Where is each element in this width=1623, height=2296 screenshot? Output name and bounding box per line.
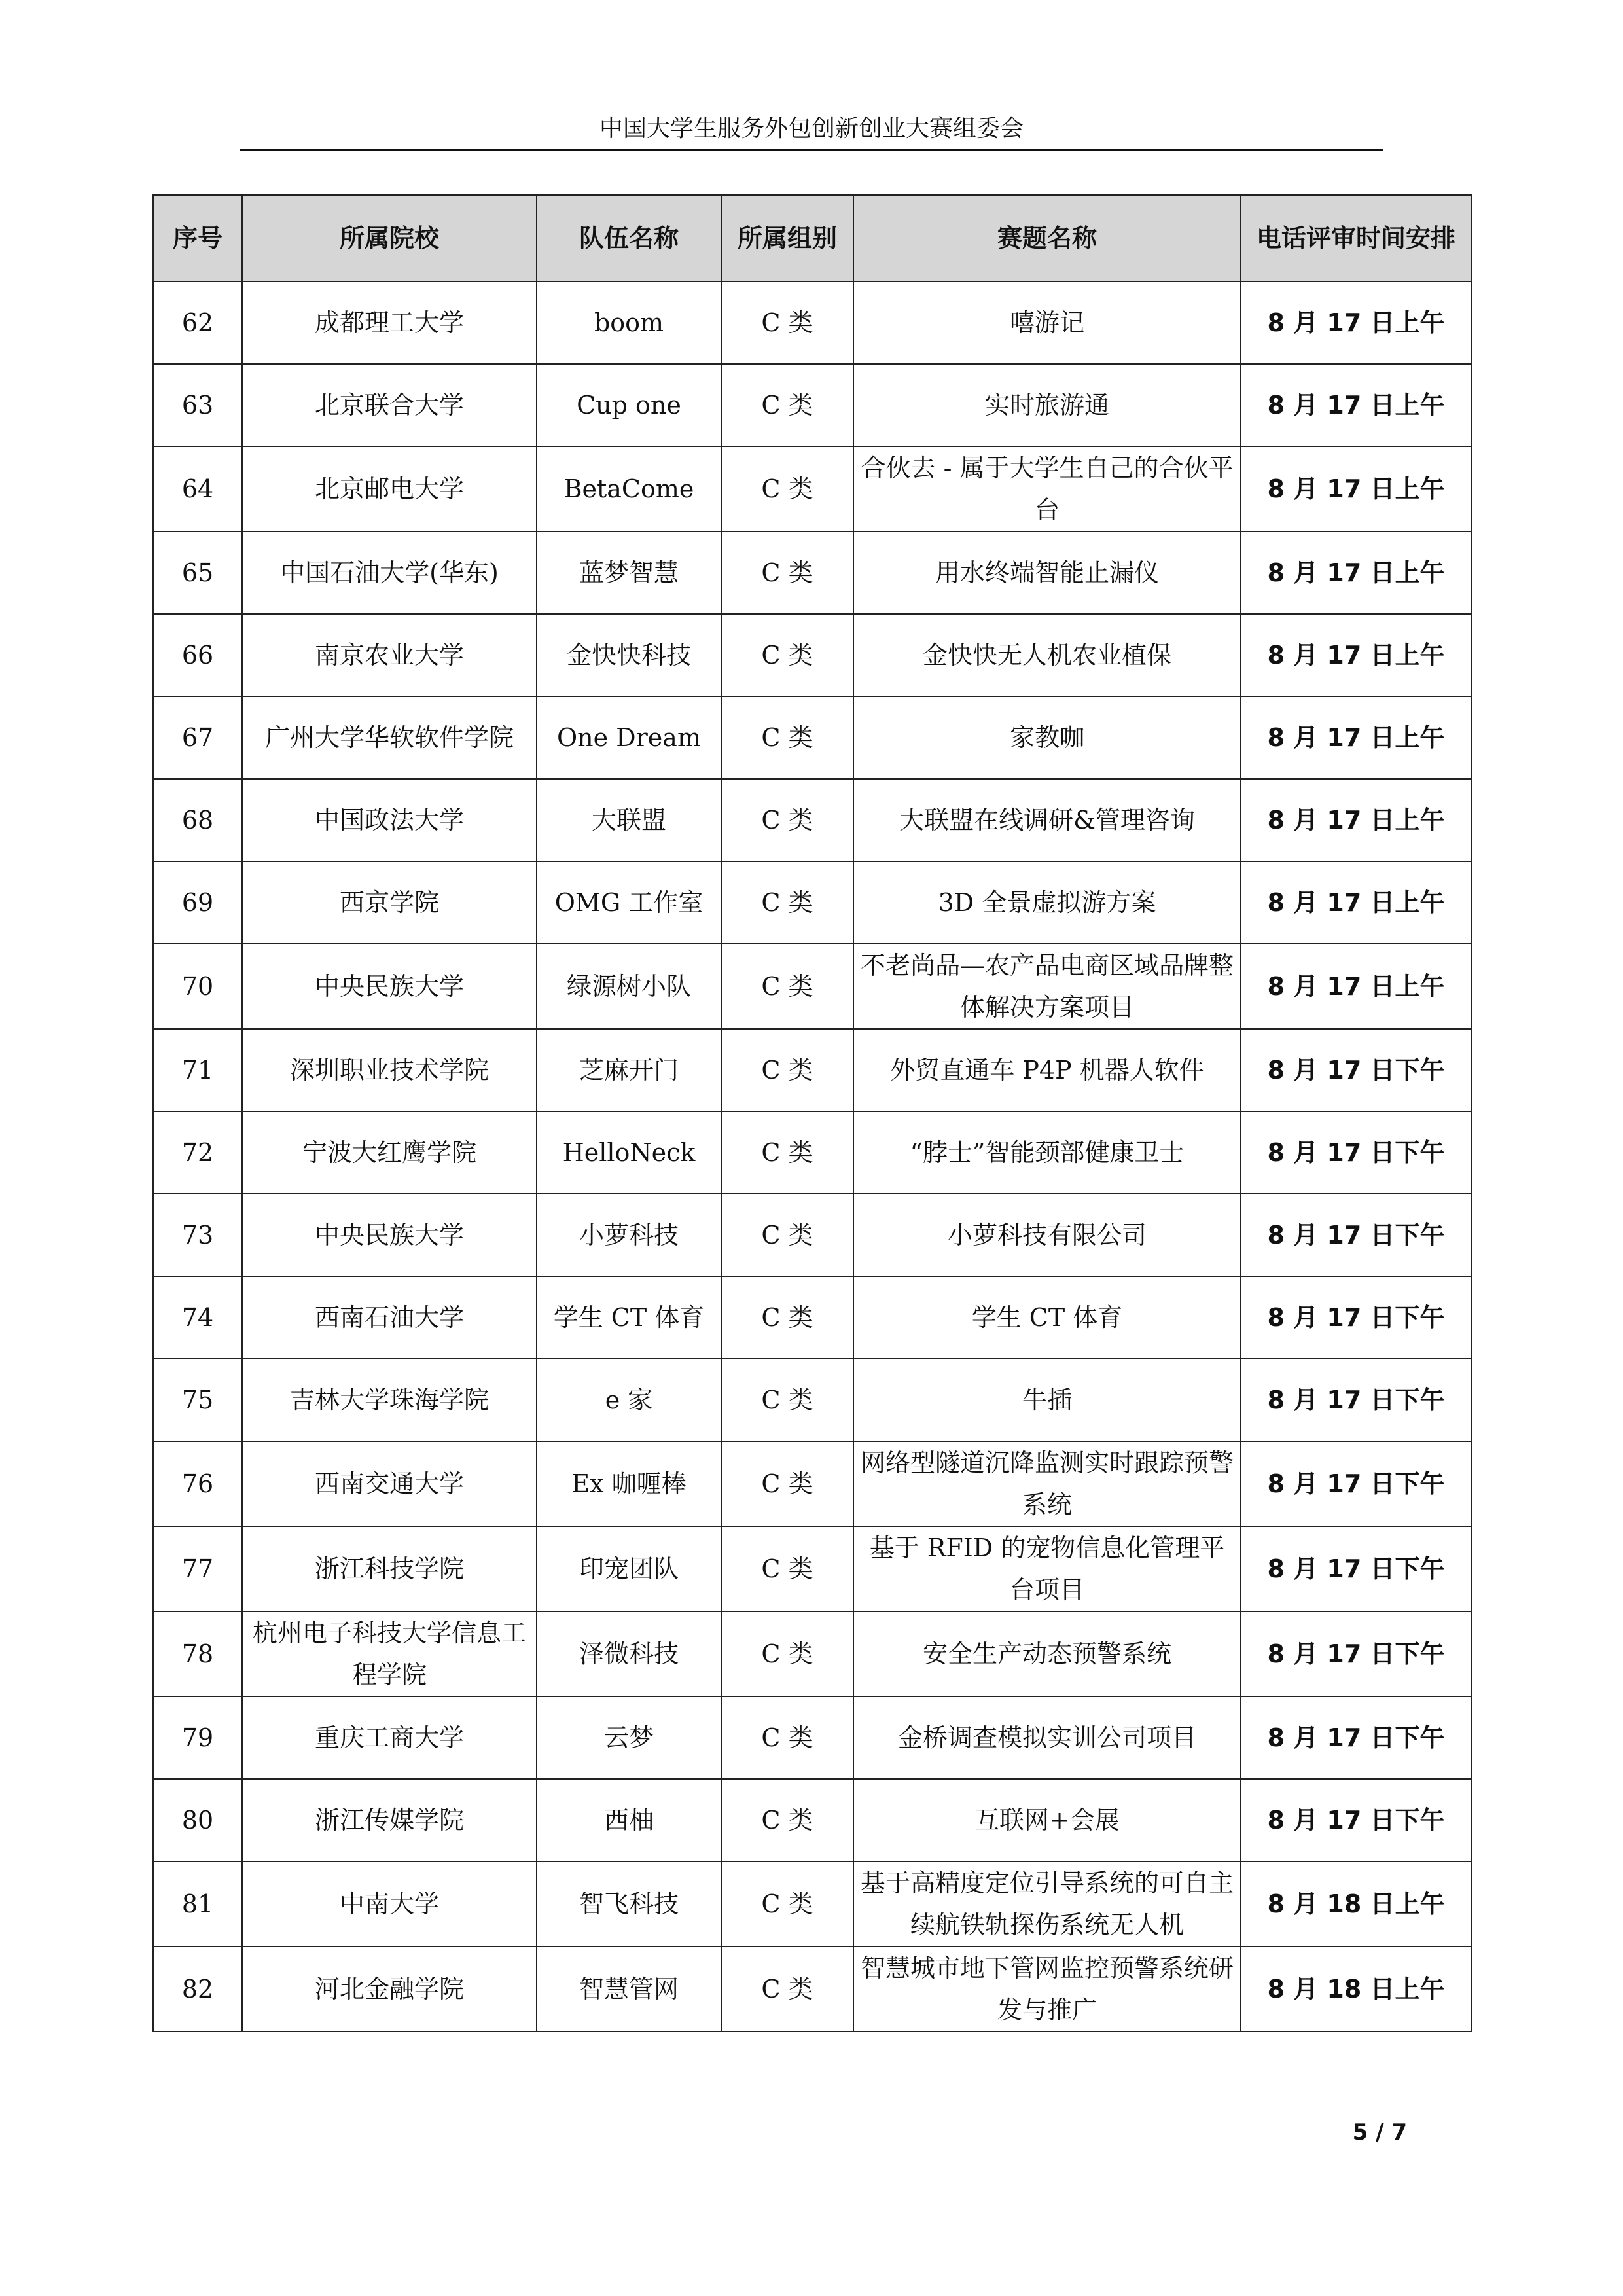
cell-no: 63 <box>153 364 242 446</box>
cell-time: 8 月 17 日上午 <box>1241 944 1471 1029</box>
cell-school: 中央民族大学 <box>242 944 537 1029</box>
cell-group: C 类 <box>721 1276 853 1359</box>
cell-group: C 类 <box>721 779 853 861</box>
table-row <box>153 1861 1471 1946</box>
cell-topic: 金桥调查模拟实训公司项目 <box>853 1696 1241 1779</box>
cell-group: C 类 <box>721 1946 853 2032</box>
cell-no: 72 <box>153 1111 242 1194</box>
cell-topic: 不老尚品—农产品电商区域品牌整体解决方案项目 <box>853 944 1241 1029</box>
table-row <box>153 446 1471 531</box>
cell-school: 深圳职业技术学院 <box>242 1029 537 1111</box>
table-row <box>153 531 1471 614</box>
cell-school: 吉林大学珠海学院 <box>242 1359 537 1441</box>
cell-school: 重庆工商大学 <box>242 1696 537 1779</box>
cell-group: C 类 <box>721 1029 853 1111</box>
col-header-time: 电话评审时间安排 <box>1241 195 1471 281</box>
cell-topic: 网络型隧道沉降监测实时跟踪预警系统 <box>853 1441 1241 1526</box>
cell-topic: 智慧城市地下管网监控预警系统研发与推广 <box>853 1946 1241 2032</box>
cell-group: C 类 <box>721 696 853 779</box>
table-header-row <box>153 195 1471 281</box>
schedule-table <box>152 194 1472 2032</box>
cell-topic: 金快快无人机农业植保 <box>853 614 1241 696</box>
cell-group: C 类 <box>721 1611 853 1696</box>
cell-school: 西南交通大学 <box>242 1441 537 1526</box>
cell-group: C 类 <box>721 1111 853 1194</box>
cell-topic: “脖士”智能颈部健康卫士 <box>853 1111 1241 1194</box>
col-header-school: 所属院校 <box>242 195 537 281</box>
cell-topic: 安全生产动态预警系统 <box>853 1611 1241 1696</box>
cell-time: 8 月 18 日上午 <box>1241 1946 1471 2032</box>
cell-team: 学生 CT 体育 <box>537 1276 721 1359</box>
cell-no: 74 <box>153 1276 242 1359</box>
cell-group: C 类 <box>721 1526 853 1611</box>
table-row <box>153 614 1471 696</box>
cell-team: 金快快科技 <box>537 614 721 696</box>
cell-topic: 用水终端智能止漏仪 <box>853 531 1241 614</box>
cell-time: 8 月 17 日下午 <box>1241 1526 1471 1611</box>
cell-group: C 类 <box>721 364 853 446</box>
cell-time: 8 月 17 日下午 <box>1241 1611 1471 1696</box>
cell-school: 中国石油大学(华东) <box>242 531 537 614</box>
cell-no: 76 <box>153 1441 242 1526</box>
table-row <box>153 1276 1471 1359</box>
header-rule <box>240 149 1383 151</box>
cell-group: C 类 <box>721 861 853 944</box>
cell-school: 中南大学 <box>242 1861 537 1946</box>
table-row <box>153 1441 1471 1526</box>
page-number: 5 / 7 <box>1352 2119 1407 2145</box>
table-row <box>153 1029 1471 1111</box>
cell-time: 8 月 17 日上午 <box>1241 779 1471 861</box>
col-header-no: 序号 <box>153 195 242 281</box>
cell-team: boom <box>537 281 721 364</box>
cell-no: 79 <box>153 1696 242 1779</box>
cell-team: Ex 咖喱棒 <box>537 1441 721 1526</box>
cell-school: 中国政法大学 <box>242 779 537 861</box>
cell-no: 75 <box>153 1359 242 1441</box>
cell-time: 8 月 17 日上午 <box>1241 614 1471 696</box>
cell-team: 芝麻开门 <box>537 1029 721 1111</box>
cell-no: 68 <box>153 779 242 861</box>
cell-no: 69 <box>153 861 242 944</box>
table-row <box>153 1526 1471 1611</box>
cell-no: 67 <box>153 696 242 779</box>
cell-no: 78 <box>153 1611 242 1696</box>
cell-school: 北京邮电大学 <box>242 446 537 531</box>
cell-team: BetaCome <box>537 446 721 531</box>
cell-team: 蓝梦智慧 <box>537 531 721 614</box>
cell-team: OMG 工作室 <box>537 861 721 944</box>
cell-time: 8 月 17 日下午 <box>1241 1194 1471 1276</box>
table-row <box>153 861 1471 944</box>
col-header-team: 队伍名称 <box>537 195 721 281</box>
cell-topic: 外贸直通车 P4P 机器人软件 <box>853 1029 1241 1111</box>
table-row <box>153 779 1471 861</box>
col-header-group: 所属组别 <box>721 195 853 281</box>
cell-time: 8 月 17 日上午 <box>1241 861 1471 944</box>
cell-topic: 合伙去 - 属于大学生自己的合伙平台 <box>853 446 1241 531</box>
cell-time: 8 月 17 日下午 <box>1241 1111 1471 1194</box>
cell-time: 8 月 17 日上午 <box>1241 281 1471 364</box>
cell-group: C 类 <box>721 944 853 1029</box>
table-row <box>153 944 1471 1029</box>
cell-team: e 家 <box>537 1359 721 1441</box>
cell-team: 大联盟 <box>537 779 721 861</box>
cell-school: 北京联合大学 <box>242 364 537 446</box>
cell-topic: 基于 RFID 的宠物信息化管理平台项目 <box>853 1526 1241 1611</box>
cell-topic: 家教咖 <box>853 696 1241 779</box>
cell-team: 智慧管网 <box>537 1946 721 2032</box>
cell-group: C 类 <box>721 614 853 696</box>
cell-group: C 类 <box>721 1861 853 1946</box>
table-row <box>153 364 1471 446</box>
cell-topic: 牛插 <box>853 1359 1241 1441</box>
cell-time: 8 月 18 日上午 <box>1241 1861 1471 1946</box>
table-row <box>153 1359 1471 1441</box>
cell-no: 70 <box>153 944 242 1029</box>
cell-no: 73 <box>153 1194 242 1276</box>
cell-group: C 类 <box>721 281 853 364</box>
cell-team: 云梦 <box>537 1696 721 1779</box>
cell-topic: 实时旅游通 <box>853 364 1241 446</box>
table-row <box>153 281 1471 364</box>
table-body <box>153 281 1471 2032</box>
table-row <box>153 1946 1471 2032</box>
cell-group: C 类 <box>721 1441 853 1526</box>
table-row <box>153 1696 1471 1779</box>
cell-no: 77 <box>153 1526 242 1611</box>
cell-time: 8 月 17 日下午 <box>1241 1029 1471 1111</box>
cell-team: 泽微科技 <box>537 1611 721 1696</box>
cell-school: 中央民族大学 <box>242 1194 537 1276</box>
cell-school: 南京农业大学 <box>242 614 537 696</box>
cell-no: 65 <box>153 531 242 614</box>
cell-group: C 类 <box>721 531 853 614</box>
cell-team: One Dream <box>537 696 721 779</box>
table-row <box>153 1779 1471 1861</box>
cell-team: 绿源树小队 <box>537 944 721 1029</box>
cell-school: 杭州电子科技大学信息工程学院 <box>242 1611 537 1696</box>
cell-topic: 学生 CT 体育 <box>853 1276 1241 1359</box>
cell-time: 8 月 17 日下午 <box>1241 1359 1471 1441</box>
cell-team: 印宠团队 <box>537 1526 721 1611</box>
cell-time: 8 月 17 日上午 <box>1241 446 1471 531</box>
cell-no: 81 <box>153 1861 242 1946</box>
cell-topic: 基于高精度定位引导系统的可自主续航铁轨探伤系统无人机 <box>853 1861 1241 1946</box>
cell-group: C 类 <box>721 1359 853 1441</box>
col-header-topic: 赛题名称 <box>853 195 1241 281</box>
cell-topic: 大联盟在线调研&管理咨询 <box>853 779 1241 861</box>
cell-school: 浙江科技学院 <box>242 1526 537 1611</box>
cell-topic: 小萝科技有限公司 <box>853 1194 1241 1276</box>
cell-school: 宁波大红鹰学院 <box>242 1111 537 1194</box>
cell-time: 8 月 17 日下午 <box>1241 1779 1471 1861</box>
cell-group: C 类 <box>721 1194 853 1276</box>
cell-group: C 类 <box>721 446 853 531</box>
cell-school: 西京学院 <box>242 861 537 944</box>
cell-topic: 互联网+会展 <box>853 1779 1241 1861</box>
table-row <box>153 696 1471 779</box>
cell-time: 8 月 17 日下午 <box>1241 1696 1471 1779</box>
cell-school: 广州大学华软软件学院 <box>242 696 537 779</box>
cell-school: 河北金融学院 <box>242 1946 537 2032</box>
cell-no: 71 <box>153 1029 242 1111</box>
cell-topic: 3D 全景虚拟游方案 <box>853 861 1241 944</box>
cell-team: 小萝科技 <box>537 1194 721 1276</box>
cell-school: 成都理工大学 <box>242 281 537 364</box>
cell-team: HelloNeck <box>537 1111 721 1194</box>
cell-team: 西柚 <box>537 1779 721 1861</box>
cell-time: 8 月 17 日下午 <box>1241 1441 1471 1526</box>
cell-school: 浙江传媒学院 <box>242 1779 537 1861</box>
page-header-title: 中国大学生服务外包创新创业大赛组委会 <box>599 115 1024 142</box>
table-row <box>153 1194 1471 1276</box>
cell-school: 西南石油大学 <box>242 1276 537 1359</box>
cell-team: Cup one <box>537 364 721 446</box>
cell-time: 8 月 17 日上午 <box>1241 696 1471 779</box>
cell-group: C 类 <box>721 1696 853 1779</box>
cell-no: 80 <box>153 1779 242 1861</box>
cell-time: 8 月 17 日上午 <box>1241 364 1471 446</box>
cell-time: 8 月 17 日下午 <box>1241 1276 1471 1359</box>
cell-no: 64 <box>153 446 242 531</box>
cell-no: 82 <box>153 1946 242 2032</box>
table-row <box>153 1111 1471 1194</box>
table-row <box>153 1611 1471 1696</box>
cell-no: 66 <box>153 614 242 696</box>
cell-time: 8 月 17 日上午 <box>1241 531 1471 614</box>
cell-topic: 嘻游记 <box>853 281 1241 364</box>
cell-no: 62 <box>153 281 242 364</box>
cell-team: 智飞科技 <box>537 1861 721 1946</box>
cell-group: C 类 <box>721 1779 853 1861</box>
